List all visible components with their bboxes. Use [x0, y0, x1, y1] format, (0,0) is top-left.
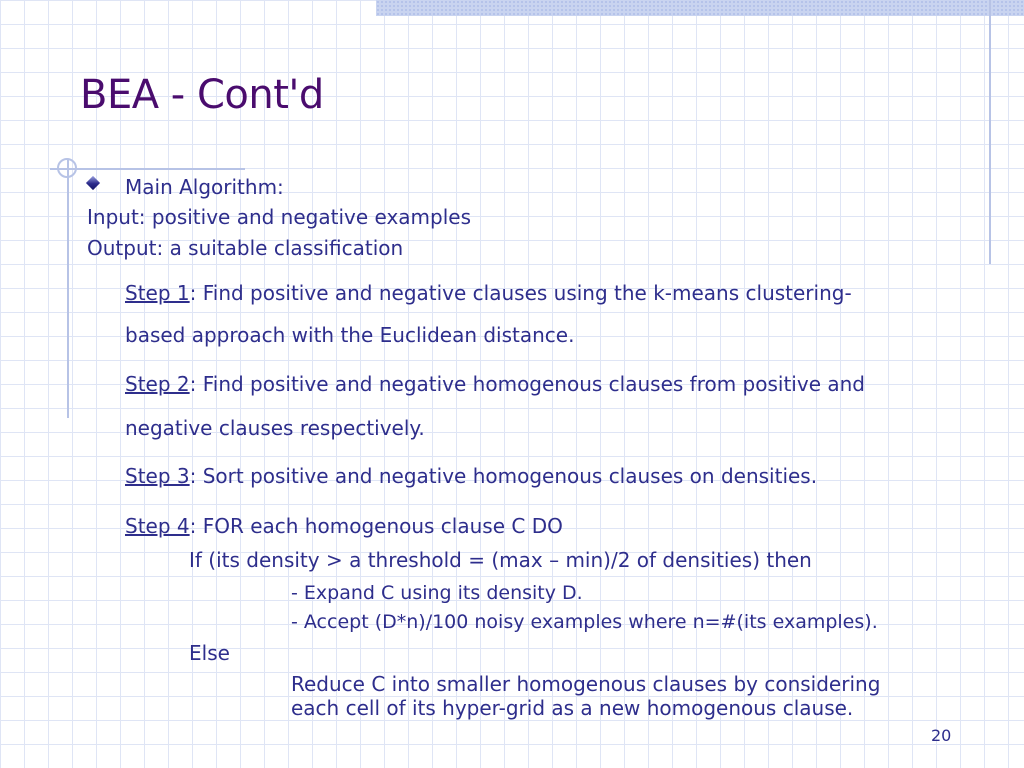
step-1-continuation: based approach with the Euclidean distance.	[125, 323, 575, 347]
step-1-text: : Find positive and negative clauses using the k-means clustering-	[189, 281, 852, 305]
output-line: Output: a suitable classification	[87, 236, 404, 260]
horizontal-decorative-line	[50, 168, 245, 170]
page-number: 20	[931, 726, 952, 745]
reduce-line-2: each cell of its hyper-grid as a new homogenous clause.	[291, 696, 854, 720]
if-line: If (its density > a threshold = (max – min)/2 of densities) then	[189, 548, 812, 572]
expand-line: - Expand C using its density D.	[291, 582, 583, 604]
step-4-text: : FOR each homogenous clause C DO	[189, 514, 563, 538]
step-3-line	[125, 464, 817, 488]
step-2-text: : Find positive and negative homogenous clauses from positive and	[189, 372, 865, 396]
step-3-text: : Sort positive and negative homogenous clauses on densities.	[189, 464, 818, 488]
top-decorative-band	[376, 0, 1024, 16]
input-line: Input: positive and negative examples	[87, 205, 472, 229]
reduce-line-1: Reduce C into smaller homogenous clauses by considering	[291, 672, 881, 696]
diamond-bullet-icon	[86, 176, 100, 190]
step-4-label: Step 4	[125, 514, 190, 538]
left-decorative-line	[67, 160, 69, 418]
ring-ornament-icon	[57, 158, 77, 178]
accept-line: - Accept (D*n)/100 noisy examples where n=#(its examples).	[291, 611, 878, 633]
bullet-main-algorithm: Main Algorithm:	[125, 175, 284, 199]
step-3-label: Step 3	[125, 464, 190, 488]
step-2-continuation: negative clauses respectively.	[125, 416, 425, 440]
step-4-line	[125, 514, 563, 538]
else-line: Else	[189, 641, 230, 665]
step-1-line	[125, 281, 852, 305]
step-2-line	[125, 372, 865, 396]
slide-title: BEA - Cont'd	[80, 72, 324, 118]
step-1-label: Step 1	[125, 281, 190, 305]
right-decorative-line	[989, 0, 991, 264]
step-2-label: Step 2	[125, 372, 190, 396]
